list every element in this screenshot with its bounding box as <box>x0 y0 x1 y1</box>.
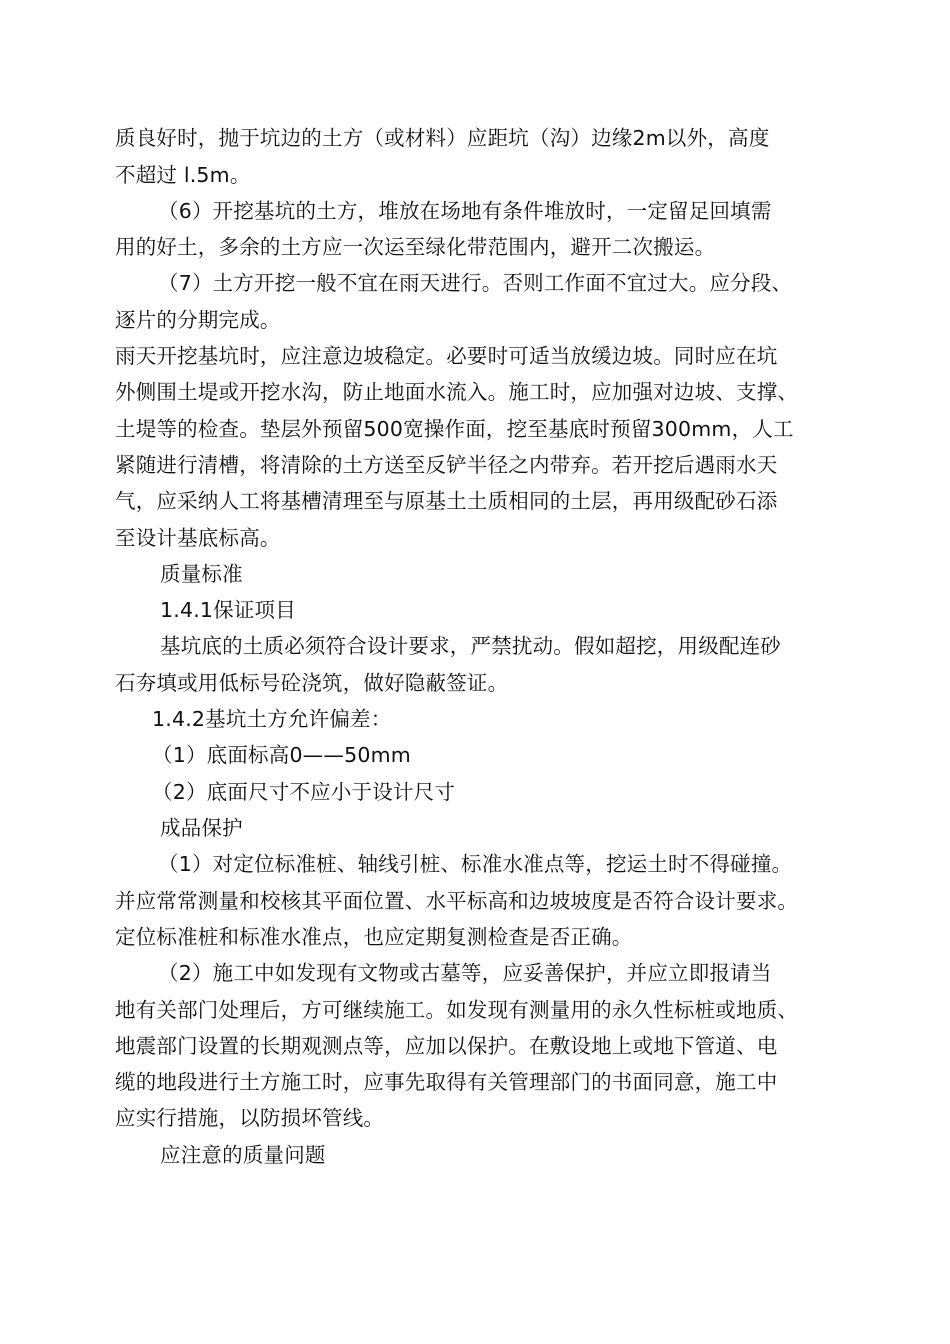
text-line: （6）开挖基坑的土方，堆放在场地有条件堆放时，一定留足回填需 <box>158 199 772 223</box>
section-heading: 应注意的质量问题 <box>160 1143 326 1167</box>
text-line: 至设计基底标高。 <box>115 526 281 550</box>
list-item: （1）底面标高0——50mm <box>152 743 411 767</box>
text-line: 土堤等的检查。垫层外预留500宽操作面，挖至基底时预留300mm，人工 <box>115 417 794 441</box>
text-line: 用的好土，多余的土方应一次运至绿化带范围内，避开二次搬运。 <box>115 235 716 259</box>
text-line: （2）施工中如发现有文物或古墓等，应妥善保护，并应立即报请当 <box>158 961 772 985</box>
text-line: 地震部门设置的长期观测点等，应加以保护。在敷设地上或地下管道、电 <box>115 1034 778 1058</box>
text-line: 地有关部门处理后，方可继续施工。如发现有测量用的永久性标桩或地质、 <box>115 998 799 1022</box>
section-heading: 1.4.2基坑土方允许偏差： <box>152 707 392 731</box>
text-line: 应实行措施，以防损坏管线。 <box>115 1106 385 1130</box>
text-line: 质良好时，抛于坑边的土方（或材料）应距坑（沟）边缘2m以外，高度 <box>115 126 770 150</box>
section-heading: 成品保护 <box>160 816 243 840</box>
section-heading: 1.4.1保证项目 <box>160 598 296 622</box>
text-line: 定位标准桩和标准水准点，也应定期复测检查是否正确。 <box>115 925 633 949</box>
text-line: 不超过 l.5m。 <box>115 163 251 187</box>
text-line: 紧随进行清槽，将清除的土方送至反铲半径之内带弃。若开挖后遇雨水天 <box>115 453 778 477</box>
list-item: （2）底面尺寸不应小于设计尺寸 <box>152 780 456 804</box>
text-line: 外侧围土堤或开挖水沟，防止地面水流入。施工时，应加强对边坡、支撑、 <box>115 380 799 404</box>
text-line: 基坑底的土质必须符合设计要求，严禁扰动。假如超挖，用级配连砂 <box>160 634 781 658</box>
text-line: （7）土方开挖一般不宜在雨天进行。否则工作面不宜过大。应分段、 <box>158 271 793 295</box>
text-line: 缆的地段进行土方施工时，应事先取得有关管理部门的书面同意，施工中 <box>115 1070 778 1094</box>
text-line: （1）对定位标准桩、轴线引桩、标准水准点等，挖运土时不得碰撞。 <box>158 852 793 876</box>
text-line: 并应常常测量和校核其平面位置、水平标高和边坡坡度是否符合设计要求。 <box>115 889 799 913</box>
text-line: 石夯填或用低标号砼浇筑，做好隐蔽签证。 <box>115 671 509 695</box>
section-heading: 质量标准 <box>160 562 243 586</box>
text-line: 逐片的分期完成。 <box>115 308 281 332</box>
text-line: 雨天开挖基坑时，应注意边坡稳定。必要时可适当放缓边坡。同时应在坑 <box>115 344 778 368</box>
text-line: 气，应采纳人工将基槽清理至与原基土土质相同的土层，再用级配砂石添 <box>115 489 778 513</box>
